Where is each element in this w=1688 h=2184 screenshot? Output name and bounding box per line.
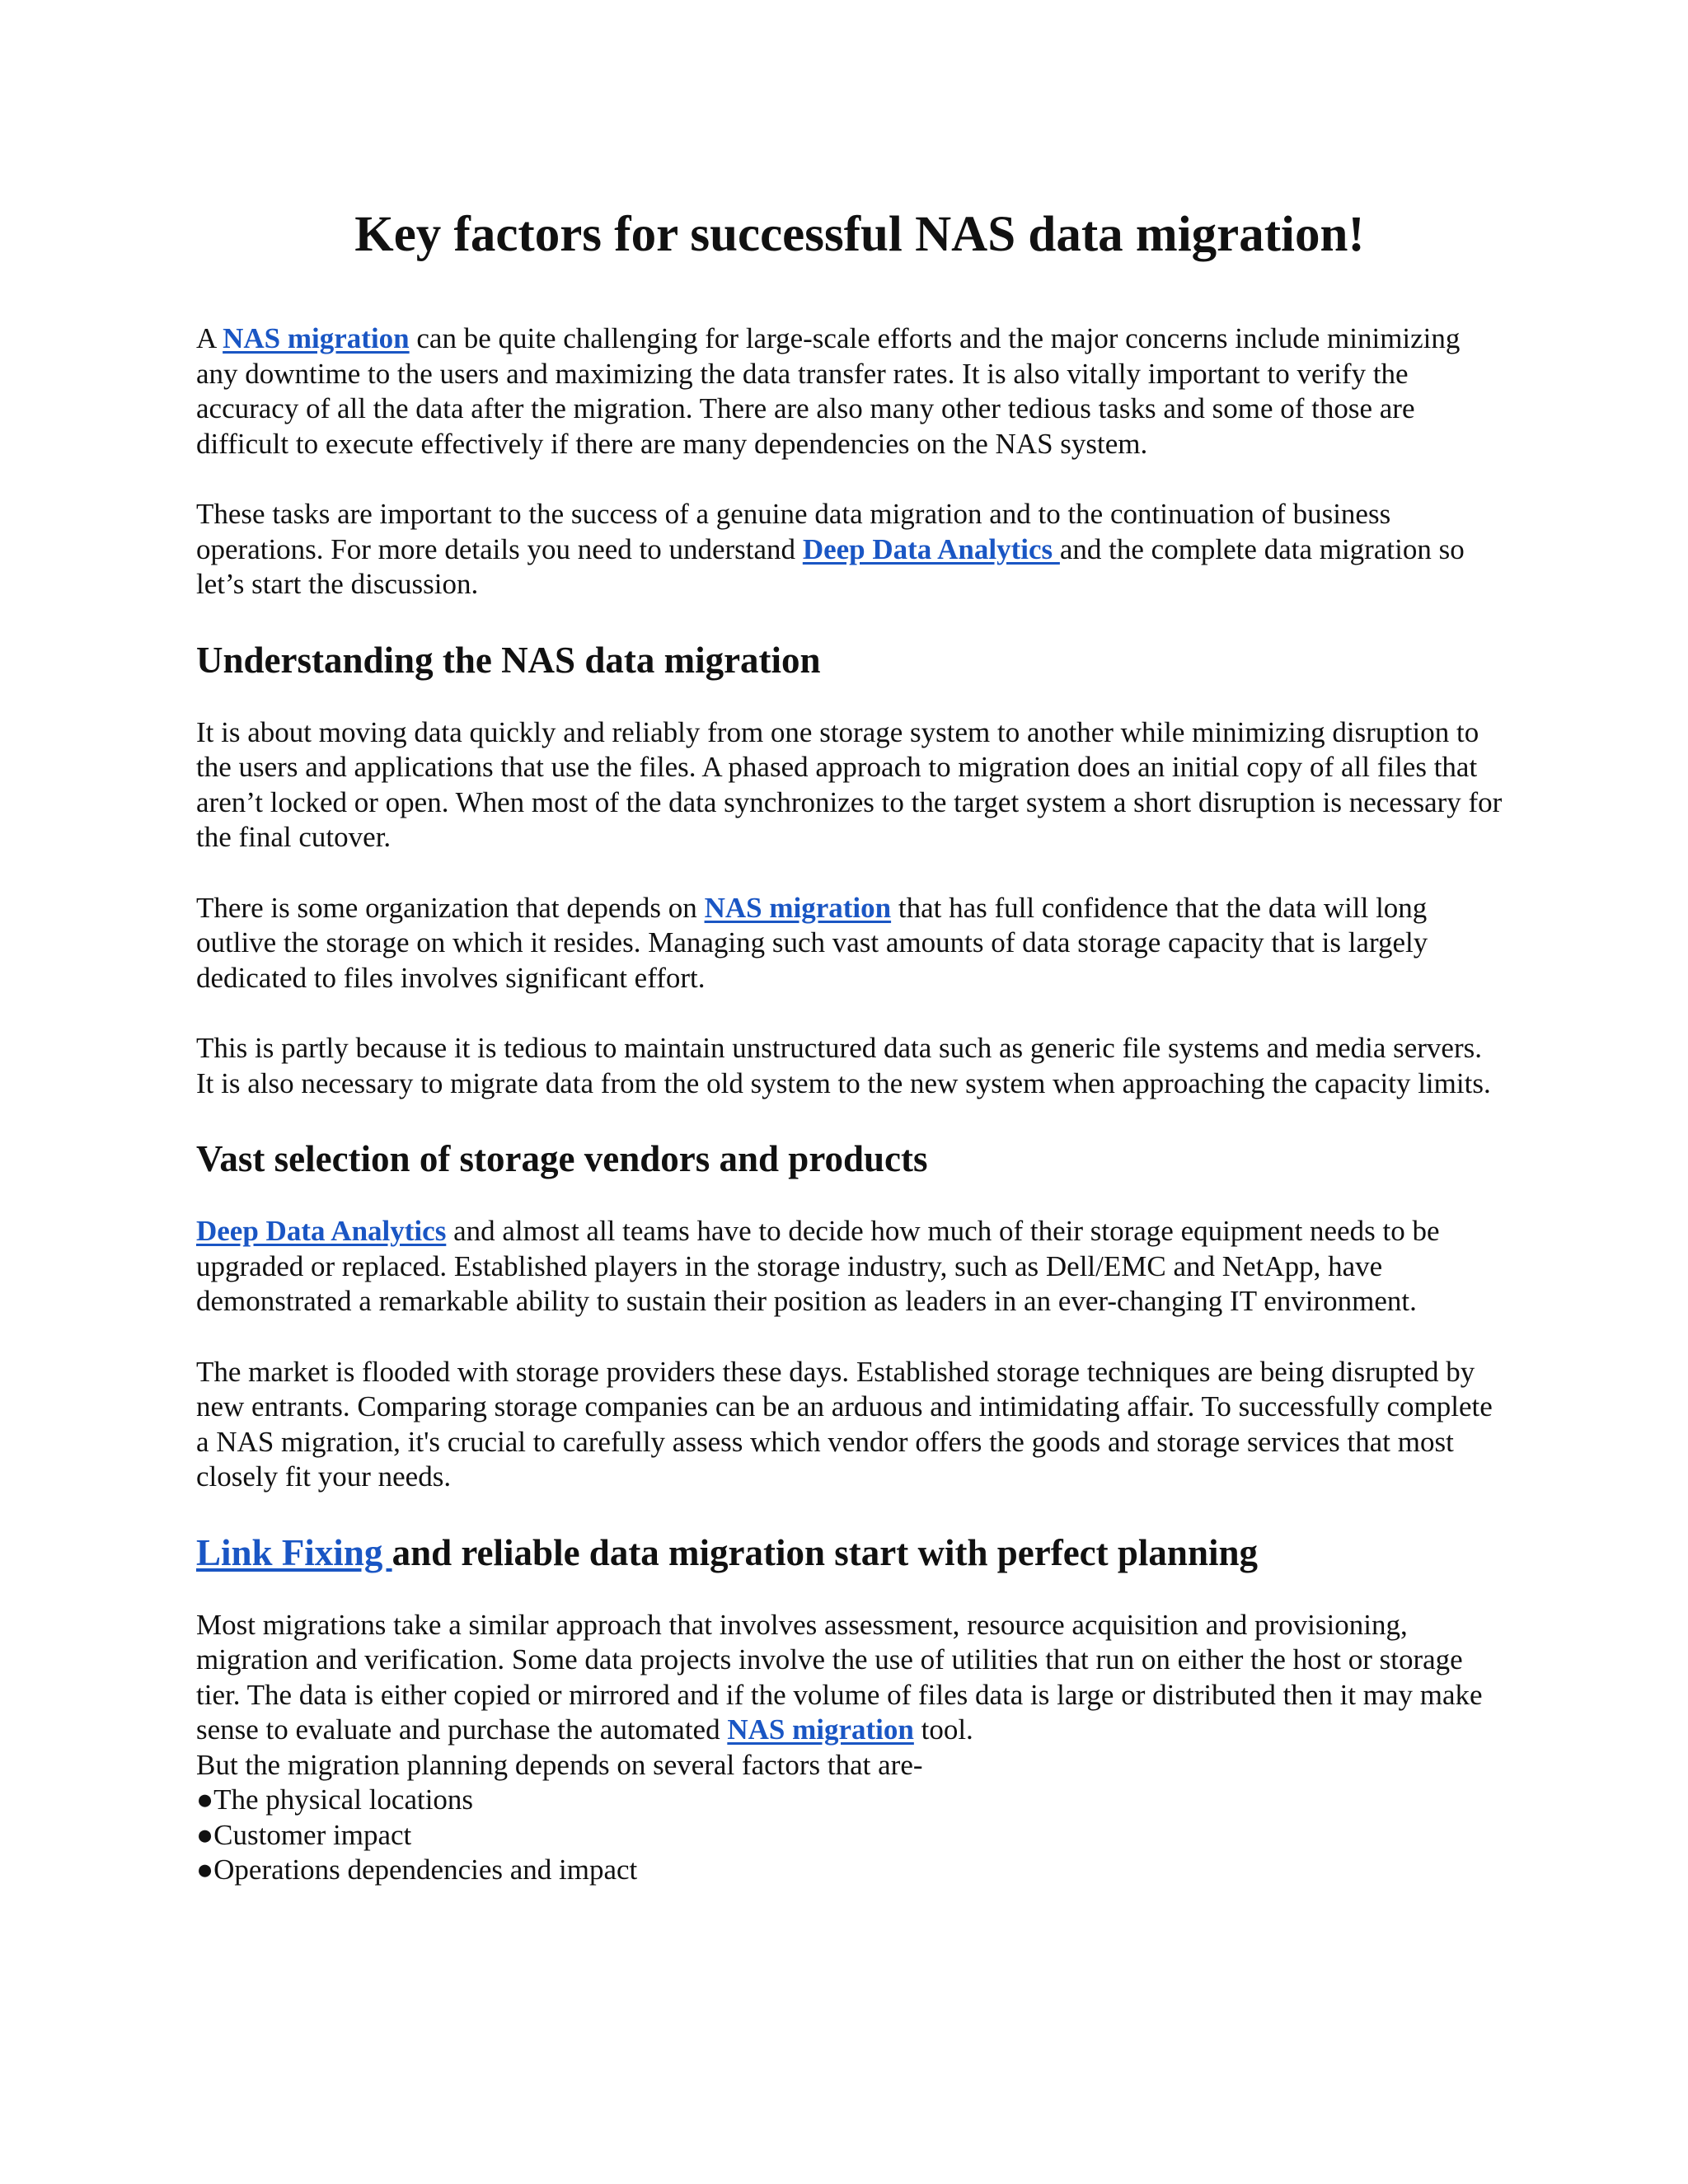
deep-data-analytics-link[interactable]: Deep Data Analytics — [802, 532, 1060, 565]
text-run: These tasks are important to the success of a genuine data migration and to the continuation of business operations. For more details you need to understand — [196, 498, 1391, 565]
nas-migration-link[interactable]: NAS migration — [727, 1713, 914, 1746]
section3-paragraph-1 — [196, 1608, 1507, 1748]
section-heading-planning — [196, 1530, 1507, 1575]
text-run: Most migrations take a similar approach that involves assessment, resource acquisition and provisioning, migration and verification. Some data projects involve the use of utilities that run on either the host or storage tier. The data is either copied or mirrored and if the volume of files data is large or distributed then it may make sense to evaluate and purchase the automated — [196, 1608, 1483, 1746]
section1-paragraph-3: This is partly because it is tedious to maintain unstructured data such as generic file systems and media servers. It is also necessary to migrate data from the old system to the new system when approaching the capacity limits. — [196, 1032, 1491, 1099]
nas-migration-link[interactable]: NAS migration — [223, 322, 410, 355]
text-run: can be quite challenging for large-scale efforts and the major concerns include minimizing any downtime to the users and maximizing the data transfer rates. It is also vitally important to verify the accuracy of all the data after the migration. There are also many other tedious tasks and some of those are difficult to execute effectively if there are many dependencies on the NAS system. — [196, 322, 1461, 460]
list-item: ●Customer impact — [196, 1818, 412, 1851]
text-run: that has full confidence that the data will long outlive the storage on which it resides. Managing such vast amounts of data storage capacity that is largely dedicated to files involves significant effort. — [196, 891, 1428, 994]
text-run: and almost all teams have to decide how much of their storage equipment needs to be upgraded or replaced. Established players in the storage industry, such as Dell/EMC and NetApp, have demonstrated a remarkable ability to sustain their position as leaders in an ever-changing IT environment. — [196, 1215, 1440, 1318]
section-heading-vendors: Vast selection of storage vendors and products — [196, 1138, 928, 1180]
list-item: ●The physical locations — [196, 1783, 474, 1816]
deep-data-analytics-link[interactable]: Deep Data Analytics — [196, 1215, 447, 1248]
section-heading-understanding: Understanding the NAS data migration — [196, 639, 821, 681]
document-page — [196, 206, 1507, 1888]
section3-paragraph-2: But the migration planning depends on several factors that are- — [196, 1748, 923, 1781]
text-run: and the complete data migration so let’s start the discussion. — [196, 532, 1465, 601]
link-fixing-link[interactable]: Link Fixing — [196, 1531, 392, 1573]
text-run: and reliable data migration start with perfect planning — [392, 1531, 1258, 1573]
factors-list — [196, 1783, 1507, 1888]
section1-paragraph-1: It is about moving data quickly and reliably from one storage system to another while minimizing disruption to the users and applications that use the files. A phased approach to migration does an initial copy of all files that aren’t locked or open. When most of the data synchronizes to the target system a short disruption is necessary for the final cutover. — [196, 715, 1503, 854]
section2-paragraph-1 — [196, 1214, 1507, 1319]
text-run: A — [196, 322, 223, 355]
text-run: There is some organization that depends on — [196, 891, 705, 924]
document-title: Key factors for successful NAS data migration! — [354, 207, 1365, 262]
section1-paragraph-2 — [196, 891, 1507, 996]
section2-paragraph-2: The market is flooded with storage providers these days. Established storage techniques are being disrupted by new entrants. Comparing storage companies can be an arduous and intimidating affair. To successfully complete a NAS migration, it's crucial to carefully assess which vendor offers the goods and storage services that most closely fit your needs. — [196, 1355, 1493, 1493]
list-item: ●Operations dependencies and impact — [196, 1854, 638, 1886]
intro-paragraph-1 — [196, 321, 1507, 462]
nas-migration-link[interactable]: NAS migration — [704, 891, 892, 924]
intro-paragraph-2 — [196, 497, 1507, 602]
text-run: tool. — [913, 1713, 973, 1746]
